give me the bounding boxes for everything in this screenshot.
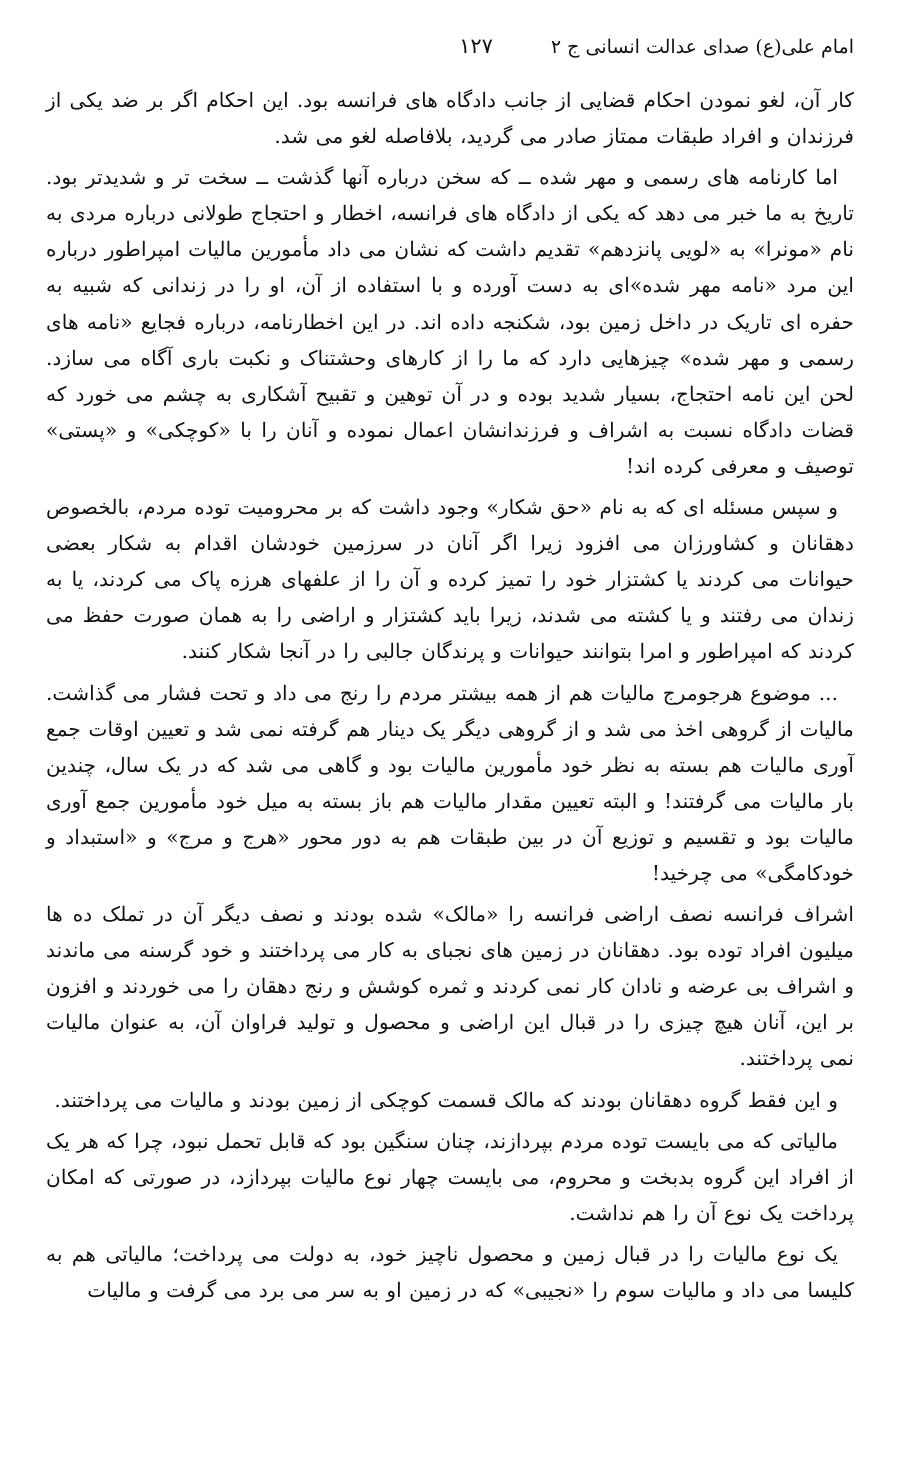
paragraph-2: اما کارنامه های رسمی و مهر شده ــ که سخن درباره آنها گذشت ــ سخت تر و شدیدتر بود. تاریخ به ما خبر می دهد که یکی از دادگاه های فرانسه، اخطار و احتجاج طولانی درباره مردی به نام «مونرا» به «لویی پانزدهم» تقدیم داشت که نشان می داد مأمورین مالیات امپراطور درباره این مرد «نامه مهر شده»ای به دست آورده و با استفاده از آن، او را در زندانی که شبیه به حفره ای تاریک در داخل زمین بود، شکنجه داده اند. در این اخطارنامه، درباره فجایع «نامه های رسمی و مهر شده» چیزهایی دارد که ما را از کارهای وحشتناک و نکبت باری آگاه می سازد. لحن این نامه احتجاج، بسیار شدید بوده و در آن توهین و تقبیح آشکاری به چشم می خورد که قضات دادگاه نسبت به اشراف و فرزندانشان اعمال نموده و آنان را با «کوچکی» و «پستی» توصیف و معرفی کرده اند! (46, 165, 854, 478)
body-text (46, 82, 854, 1308)
paragraph-5: اشراف فرانسه نصف اراضی فرانسه را «مالک» شده بودند و نصف دیگر آن در تملک ده ها میلیون افراد توده بود. دهقانان در زمین های نجبای به کار می پرداختند و خود گرسنه می ماندند و اشراف بی عرضه و نادان کار نمی کردند و ثمره کوشش و رنج دهقان را می خوردند و افزون بر این، آنان هیچ چیزی را در قبال این اراضی و محصول و تولید فراوان آن، به عنوان مالیات نمی پرداختند. (46, 902, 854, 1071)
page-number: ۱۲۷ (459, 34, 493, 58)
paragraph-7: مالیاتی که می بایست توده مردم بپردازند، چنان سنگین بود که قابل تحمل نبود، چرا که هر یک از افراد این گروه بدبخت و محروم، می بایست چهار نوع مالیات بپردازد، در صورتی که امکان پرداخت یک نوع آن را هم نداشت. (46, 1128, 854, 1225)
paragraph-1: کار آن، لغو نمودن احکام قضایی از جانب دادگاه های فرانسه بود. این احکام اگر بر ضد یکی از فرزندان و افراد طبقات ممتاز صادر می گردید، بلافاصله لغو می شد. (46, 88, 854, 149)
paragraph-8: یک نوع مالیات را در قبال زمین و محصول ناچیز خود، به دولت می پرداخت؛ مالیاتی هم به کلیسا می داد و مالیات سوم را «نجیبی» که در زمین او به سر می برد می گرفت و مالیات (46, 1241, 854, 1302)
running-header (46, 34, 854, 76)
paragraph-6: و این فقط گروه دهقانان بودند که مالک قسمت کوچکی از زمین بودند و مالیات می پرداختند. (54, 1087, 838, 1112)
book-title: امام علی(ع) صدای عدالت انسانی ج ۲ (550, 36, 854, 58)
paragraph-3: و سپس مسئله ای که به نام «حق شکار» وجود داشت که بر محرومیت توده مردم، بالخصوص دهقانان و کشاورزان می افزود زیرا اگر آنان در سرزمین خودشان اقدام به شکار بعضی حیوانات می کردند یا کشتزار خود را تمیز کرده و آن را از علفهای هرزه پاک می کردند، یا به زندان می رفتند و یا کشته می شدند، زیرا باید کشتزار و اراضی را به همان صورت حفظ می کردند که امپراطور و امرا بتوانند حیوانات و پرندگان جالبی را در آنجا شکار کنند. (46, 495, 854, 664)
paragraph-4: ... موضوع هرجومرج مالیات هم از همه بیشتر مردم را رنج می داد و تحت فشار می گذاشت. مالیات از گروهی اخذ می شد و از گروهی دیگر یک دینار هم گرفته نمی شد و تعیین اوقات جمع آوری مالیات هم بسته به نظر خود مأمورین مالیات بود و گاهی می شد که در یک سال، چندین بار مالیات می گرفتند! و البته تعیین مقدار مالیات هم باز بسته به میل خود مأمورین جمع آوری مالیات بود و تقسیم و توزیع آن در بین طبقات هم به دور محور «هرج و مرج» و «استبداد و خودکامگی» می چرخید! (46, 680, 854, 885)
